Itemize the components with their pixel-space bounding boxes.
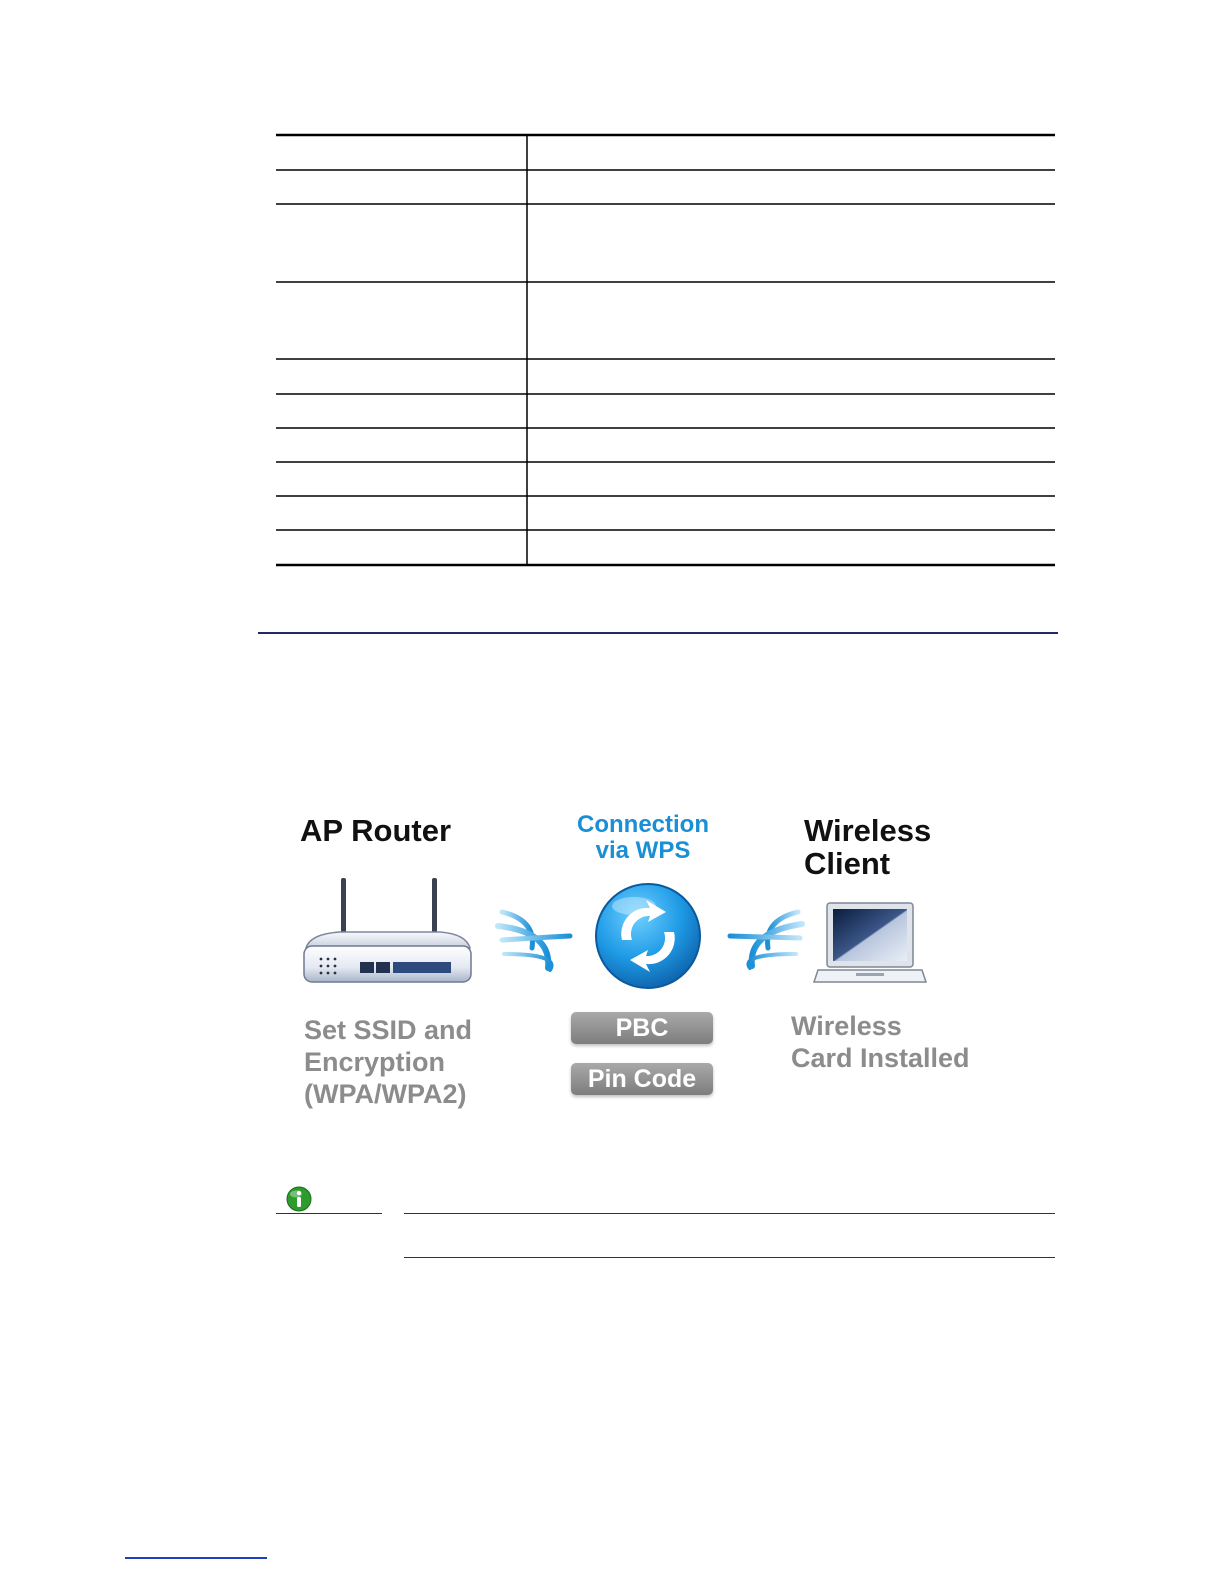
wireless-client-caption-line1: Wireless (791, 1011, 902, 1041)
wireless-client-title-line2: Client (804, 846, 891, 881)
signal-waves-icon (498, 912, 570, 970)
wireless-client-title-line1: Wireless (804, 813, 932, 848)
ap-router-caption-line3: (WPA/WPA2) (304, 1079, 467, 1109)
note-rule-short (276, 1213, 382, 1214)
ap-router-caption-line2: Encryption (304, 1047, 446, 1077)
ap-router-caption-line1: Set SSID and (304, 1015, 473, 1045)
settings-table (0, 0, 1224, 600)
settings-table-grid (0, 0, 1224, 600)
wps-diagram (270, 790, 1030, 1150)
note-rule-bottom (404, 1257, 1055, 1258)
ap-router-title: AP Router (300, 813, 452, 848)
connection-title-line2: via WPS (595, 837, 691, 864)
footer-link-underline[interactable] (125, 1557, 267, 1559)
wireless-client-caption-line2: Card Installed (791, 1043, 970, 1073)
info-icon (286, 1186, 312, 1212)
section-divider (258, 632, 1058, 634)
note-rule-top (404, 1213, 1055, 1214)
signal-waves-icon-right (730, 912, 802, 968)
pbc-button: PBC (571, 1012, 713, 1044)
router-icon (304, 878, 471, 982)
wps-icon (596, 884, 700, 988)
pin-code-button: Pin Code (571, 1063, 713, 1095)
laptop-icon (814, 903, 926, 982)
connection-title-line1: Connection (577, 811, 709, 838)
